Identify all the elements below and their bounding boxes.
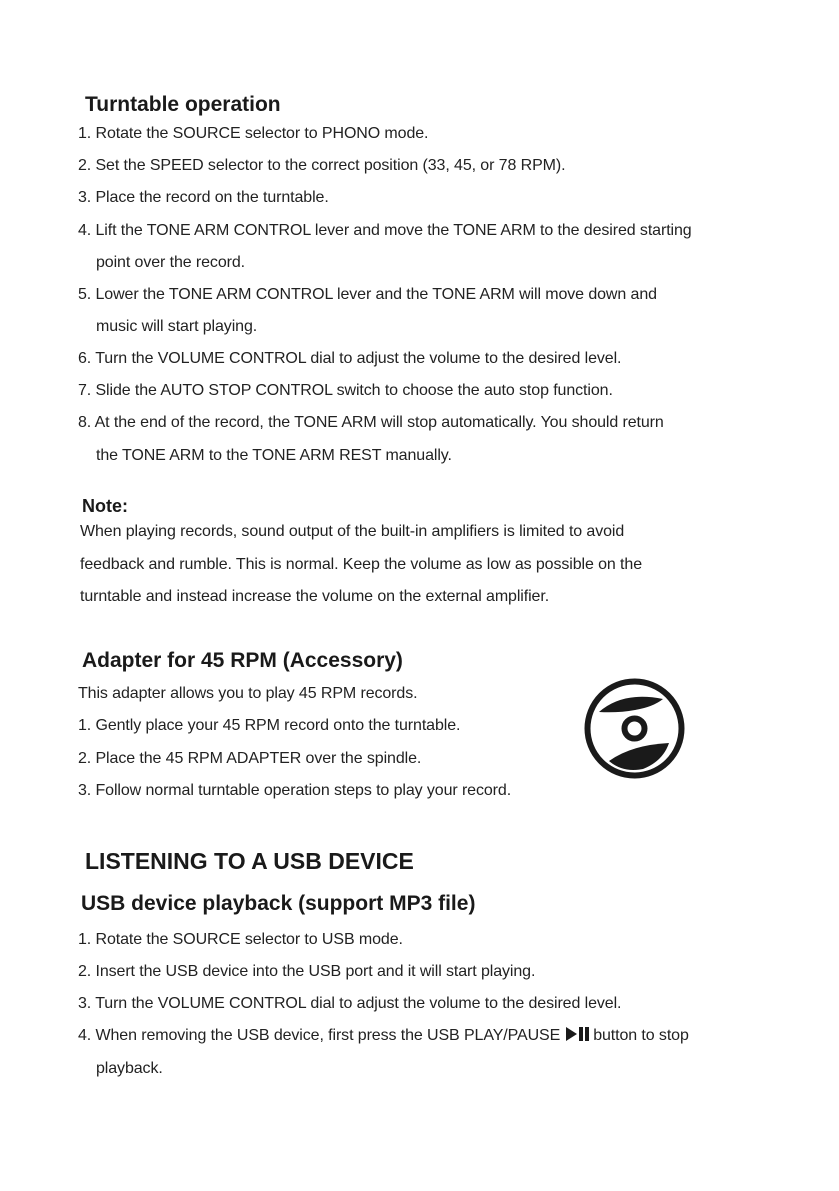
turntable-step-8: 8. At the end of the record, the TONE ARM will stop automatically. You should return [78,414,664,431]
play-pause-icon [566,1026,590,1048]
note-line-3: turntable and instead increase the volume on the external amplifier. [80,588,550,605]
usb-step-2: 2. Insert the USB device into the USB port and it will start playing. [78,963,536,980]
adapter-step-1: 1. Gently place your 45 RPM record onto the turntable. [78,717,461,734]
adapter-intro: This adapter allows you to play 45 RPM records. [78,685,418,702]
adapter-heading: Adapter for 45 RPM (Accessory) [82,649,403,672]
turntable-step-5-cont: music will start playing. [96,318,258,335]
usb-step-4-cont: playback. [96,1060,163,1077]
usb-step-3: 3. Turn the VOLUME CONTROL dial to adjust the volume to the desired level. [78,995,622,1012]
note-line-1: When playing records, sound output of the built-in amplifiers is limited to avoid [80,523,625,540]
turntable-step-6: 6. Turn the VOLUME CONTROL dial to adjust the volume to the desired level. [78,350,622,367]
turntable-step-4-cont: point over the record. [96,254,245,271]
turntable-step-1: 1. Rotate the SOURCE selector to PHONO mode. [78,125,429,142]
adapter-step-2: 2. Place the 45 RPM ADAPTER over the spindle. [78,750,422,767]
usb-step-4 [78,1026,689,1048]
usb-step-4-text: 4. When removing the USB device, first press the USB PLAY/PAUSE [78,1027,561,1044]
usb-section-heading: LISTENING TO A USB DEVICE [85,848,414,874]
usb-heading: USB device playback (support MP3 file) [81,892,476,915]
turntable-heading: Turntable operation [85,93,281,116]
note-heading: Note: [82,496,128,516]
turntable-step-4: 4. Lift the TONE ARM CONTROL lever and move the TONE ARM to the desired starting [78,222,692,239]
turntable-step-5: 5. Lower the TONE ARM CONTROL lever and the TONE ARM will move down and [78,286,657,303]
turntable-step-7: 7. Slide the AUTO STOP CONTROL switch to choose the auto stop function. [78,382,613,399]
usb-step-4-text-end: button to stop [593,1027,689,1044]
usb-step-1: 1. Rotate the SOURCE selector to USB mode. [78,931,403,948]
45-rpm-adapter-icon [583,677,686,780]
adapter-step-3: 3. Follow normal turntable operation steps to play your record. [78,782,512,799]
turntable-step-8-cont: the TONE ARM to the TONE ARM REST manually. [96,447,452,464]
turntable-step-3: 3. Place the record on the turntable. [78,189,329,206]
turntable-step-2: 2. Set the SPEED selector to the correct position (33, 45, or 78 RPM). [78,157,566,174]
note-line-2: feedback and rumble. This is normal. Keep the volume as low as possible on the [80,556,642,573]
